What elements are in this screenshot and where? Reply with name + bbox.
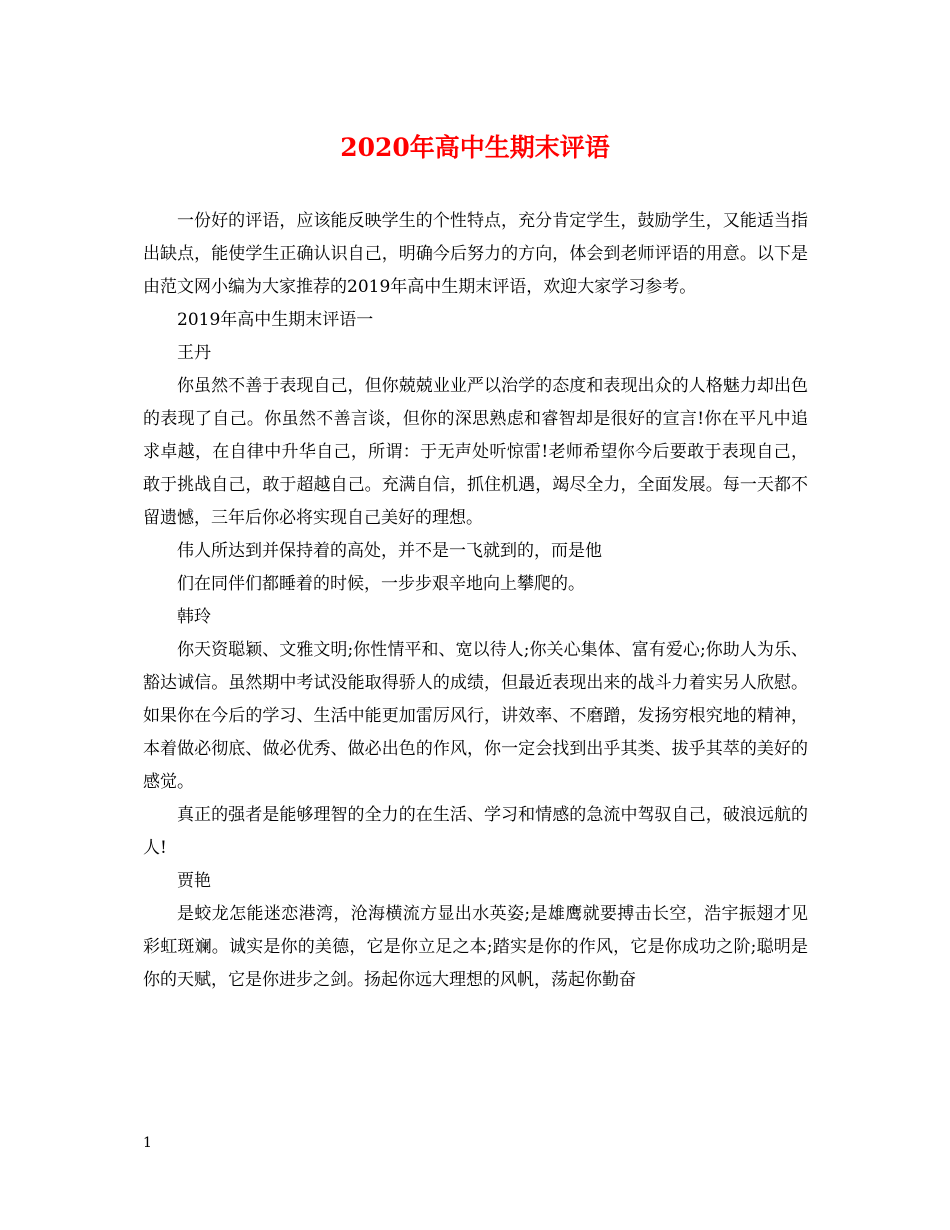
document-body [143,205,808,997]
section-heading: 2019年高中生期末评语一 [177,310,374,330]
student-name: 王丹 [177,343,211,363]
page-title: 2020年高中生期末评语 [340,133,610,162]
student-name: 贾艳 [177,871,211,891]
comment-paragraph: 你虽然不善于表现自己，但你兢兢业业严以治学的态度和表现出众的人格魅力却出色的表现了自己。你虽然不善言谈，但你的深思熟虑和睿智却是很好的宣言!你在平凡中追求卓越，在自律中升华自己，所谓：于无声处听惊雷!老师希望你今后要敢于表现自己，敢于挑战自己，敢于超越自己。充满自信，抓住机遇，竭尽全力，全面发展。每一天都不留遗憾，三年后你必将实现自己美好的理想。 [143,376,808,528]
quote-line: 伟人所达到并保持着的高处，并不是一飞就到的，而是他 [177,541,602,561]
quote-line: 们在同伴们都睡着的时候，一步步艰辛地向上攀爬的。 [177,574,585,594]
paragraph-intro: 一份好的评语，应该能反映学生的个性特点，充分肯定学生，鼓励学生，又能适当指出缺点，能使学生正确认识自己，明确今后努力的方向，体会到老师评语的用意。以下是由范文网小编为大家推荐的2019年高中生期末评语，欢迎大家学习参考。 [143,211,808,297]
page-number: 1 [143,1135,152,1151]
comment-paragraph: 是蛟龙怎能迷恋港湾，沧海横流方显出水英姿;是雄鹰就要搏击长空，浩宇振翅才见彩虹斑斓。诚实是你的美德，它是你立足之本;踏实是你的作风，它是你成功之阶;聪明是你的天赋，它是你进步之剑。扬起你远大理想的风帆，荡起你勤奋 [143,904,808,990]
quote-paragraph: 真正的强者是能够理智的全力的在生活、学习和情感的急流中驾驭自己，破浪远航的人! [143,805,808,858]
comment-paragraph: 你天资聪颖、文雅文明;你性情平和、宽以待人;你关心集体、富有爱心;你助人为乐、豁达诚信。虽然期中考试没能取得骄人的成绩，但最近表现出来的战斗力着实另人欣慰。如果你在今后的学习、生活中能更加雷厉风行，讲效率、不磨蹭，发扬穷根究地的精神，本着做必彻底、做必优秀、做必出色的作风，你一定会找到出乎其类、拔乎其萃的美好的感觉。 [143,640,808,792]
student-name: 韩玲 [177,607,211,627]
